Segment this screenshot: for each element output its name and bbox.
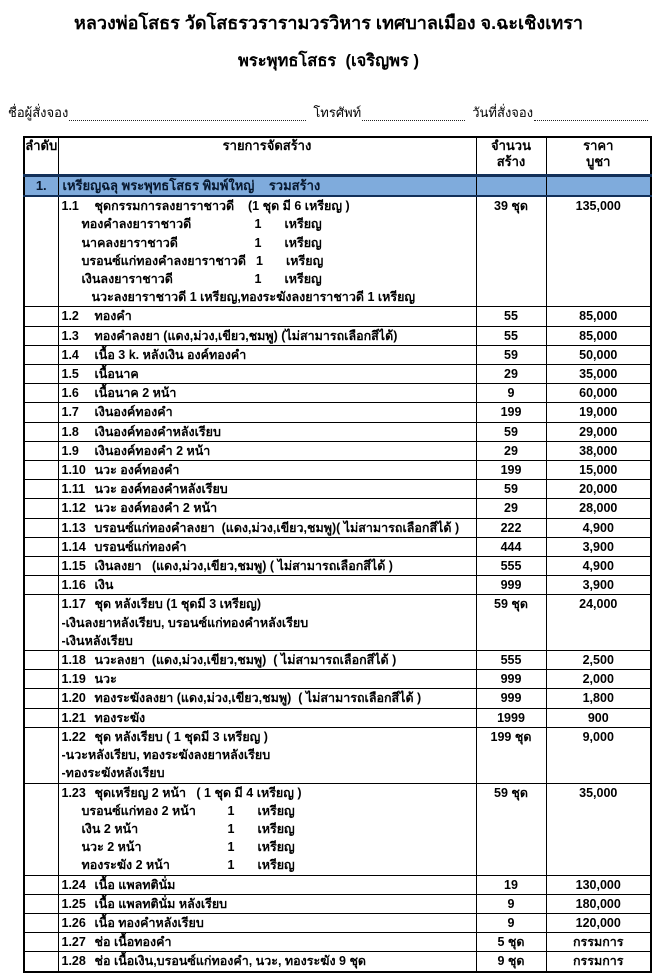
cell-price: 135,000: [546, 196, 651, 307]
row-description: บรอนซ์แก่ทองคำ: [94, 539, 187, 554]
sub-item-unit: เหรียญ: [257, 821, 295, 836]
cell-item: [58, 441, 476, 460]
cell-price: 85,000: [546, 307, 651, 326]
row-head: [59, 519, 476, 537]
sub-line: -ทองระฆังหลังเรียบ: [61, 766, 165, 781]
sub-item: [82, 802, 476, 820]
header-price: [546, 137, 651, 176]
row-head: [59, 461, 476, 479]
table-row-1.19: [24, 670, 651, 689]
cell-no: [24, 384, 58, 403]
cell-item: [58, 595, 476, 651]
cell-no: [24, 576, 58, 595]
cell-no: [24, 403, 58, 422]
cell-qty: 9: [476, 384, 546, 403]
section-title: เหรียญฉลุ พระพุทธโสธร พิมพ์ใหญ่ รวมสร้าง: [58, 176, 476, 197]
cell-qty: 199: [476, 403, 546, 422]
row-description: เนื้อ 3 k. หลังเงิน องค์ทองคำ: [94, 347, 247, 362]
row-head: [59, 952, 476, 970]
cell-price: 180,000: [546, 894, 651, 913]
row-number: 1.16: [61, 578, 86, 593]
sub-item-name: ทองระฆัง 2 หน้า: [81, 858, 170, 873]
sub-item-name: บรอนซ์แก่ทอง 2 หน้า: [81, 803, 196, 818]
row-head: [59, 876, 476, 894]
row-number: 1.28: [61, 954, 86, 969]
cell-item: [58, 952, 476, 972]
row-description: เนื้อ แพลทตินั่ม หลังเรียบ: [94, 896, 228, 911]
sub-item: [82, 215, 476, 233]
header-price-line2: บูชา: [586, 154, 611, 169]
sub-item-unit: เหรียญ: [257, 858, 295, 873]
row-number: 1.15: [61, 559, 86, 574]
header-qty-line2: สร้าง: [496, 154, 526, 169]
sub-item-name: เงิน 2 หน้า: [81, 821, 139, 836]
sub-item-qty: 1: [227, 821, 235, 836]
table-row-1.10: [24, 461, 651, 480]
cell-price: 28,000: [546, 499, 651, 518]
cell-price: 35,000: [546, 365, 651, 384]
row-number: 1.25: [61, 896, 86, 911]
cell-qty: 59: [476, 480, 546, 499]
row-number: 1.22: [61, 729, 86, 744]
sub-item-qty: 1: [256, 253, 263, 268]
sub-item-qty: 1: [227, 858, 235, 873]
cell-qty: 59: [476, 345, 546, 364]
sub-item-name: ทองคำลงยาราชาวดี: [81, 217, 192, 232]
row-number: 1.14: [61, 539, 86, 554]
cell-item: [58, 670, 476, 689]
cell-no: [24, 933, 58, 952]
sub-item: [82, 838, 476, 856]
cell-price: 60,000: [546, 384, 651, 403]
row-head: [59, 784, 476, 802]
cell-item: [58, 875, 476, 894]
row-description: เงิน: [94, 578, 114, 593]
row-description: ทองคำ: [94, 309, 132, 324]
row-description: เงินองค์ทองคำ 2 หน้า: [94, 443, 211, 458]
cell-item: [58, 307, 476, 326]
row-description: นวะ องค์ทองคำหลังเรียบ: [94, 482, 228, 497]
cell-no: [24, 670, 58, 689]
header-row: [24, 137, 651, 176]
row-head: [59, 423, 476, 441]
row-head: [59, 595, 476, 613]
table-body: [24, 196, 651, 971]
cell-price: 20,000: [546, 480, 651, 499]
cell-item: [58, 894, 476, 913]
cell-no: [24, 894, 58, 913]
header-price-line1: ราคา: [583, 138, 614, 153]
row-number: 1.7: [61, 405, 79, 420]
row-number: 1.13: [61, 520, 86, 535]
cell-qty: 1999: [476, 708, 546, 727]
cell-item: [58, 499, 476, 518]
sub-item-unit: เหรียญ: [284, 272, 322, 287]
order-form-line: [8, 105, 649, 121]
table-row-1.24: [24, 875, 651, 894]
row-description: เงินองค์ทองคำหลังเรียบ: [94, 424, 221, 439]
row-head: [59, 307, 476, 325]
section-row: [24, 176, 651, 197]
row-head: [59, 499, 476, 517]
section-number: 1.: [24, 176, 58, 197]
row-number: 1.4: [61, 347, 79, 362]
cell-price: 50,000: [546, 345, 651, 364]
table-row-1.5: [24, 365, 651, 384]
sub-item-unit: เหรียญ: [257, 803, 295, 818]
page-title: หลวงพ่อโสธร วัดโสธรวรารามวรวิหาร เทศบาลเมือง จ.ฉะเชิงเทรา: [74, 13, 583, 33]
cell-qty: 9: [476, 894, 546, 913]
row-head: [59, 197, 476, 215]
cell-no: [24, 499, 58, 518]
table-row-1.7: [24, 403, 651, 422]
header-qty: [476, 137, 546, 176]
row-description: ทองระฆังลงยา (แดง,ม่วง,เขียว,ชมพู) ( ไม่สามารถเลือกสีได้ ): [94, 691, 422, 706]
table-row-1.11: [24, 480, 651, 499]
cell-item: [58, 326, 476, 345]
cell-qty: 199 ชุด: [476, 727, 546, 783]
table-row-1.4: [24, 345, 651, 364]
cell-no: [24, 196, 58, 307]
sub-item-unit: เหรียญ: [286, 253, 324, 268]
cell-price: 1,800: [546, 689, 651, 708]
row-head: [59, 442, 476, 460]
cell-price: 120,000: [546, 913, 651, 932]
cell-qty: 29: [476, 365, 546, 384]
row-description: นวะลงยา (แดง,ม่วง,เขียว,ชมพู) ( ไม่สามารถเลือกสีได้ ): [94, 653, 397, 668]
row-head: [59, 365, 476, 383]
sub-item-qty: 1: [254, 272, 262, 287]
row-number: 1.6: [61, 386, 79, 401]
cell-price: 19,000: [546, 403, 651, 422]
table-row-1.22: [24, 727, 651, 783]
cell-no: [24, 345, 58, 364]
row-head: [59, 480, 476, 498]
sub-item-name: บรอนซ์แก่ทองคำลงยาราชาวดี: [81, 253, 247, 268]
order-date-field: [534, 107, 648, 121]
row-description: ชุดเหรียญ 2 หน้า ( 1 ชุด มี 4 เหรียญ ): [94, 785, 302, 800]
sub-item: [82, 234, 476, 252]
table-row-1.14: [24, 537, 651, 556]
row-description: เนื้อนาค: [94, 367, 139, 382]
cell-item: [58, 576, 476, 595]
cell-no: [24, 783, 58, 875]
cell-item: [58, 913, 476, 932]
header-item: รายการจัดสร้าง: [58, 137, 476, 176]
row-head: [59, 670, 476, 688]
row-head: [59, 538, 476, 556]
row-head: [59, 895, 476, 913]
table-row-1.6: [24, 384, 651, 403]
cell-item: [58, 196, 476, 307]
row-number: 1.20: [61, 691, 86, 706]
row-number: 1.27: [61, 935, 86, 950]
row-head: [59, 651, 476, 669]
row-number: 1.26: [61, 915, 86, 930]
cell-qty: 29: [476, 499, 546, 518]
header-qty-line1: จำนวน: [491, 138, 531, 153]
row-head: [59, 403, 476, 421]
cell-price: กรรมการ: [546, 933, 651, 952]
cell-item: [58, 461, 476, 480]
cell-no: [24, 480, 58, 499]
cell-no: [24, 875, 58, 894]
row-description: ทองคำลงยา (แดง,ม่วง,เขียว,ชมพู) (ไม่สามารถเลือกสีได้): [94, 328, 398, 343]
cell-no: [24, 365, 58, 384]
cell-no: [24, 727, 58, 783]
row-number: 1.8: [61, 424, 79, 439]
orderer-name-label: ชื่อผู้สั่งจอง: [8, 105, 69, 120]
row-head: [59, 384, 476, 402]
row-description: ชุดกรรมการลงยาราชาวดี (1 ชุด มี 6 เหรียญ ): [94, 199, 350, 214]
cell-price: 3,900: [546, 537, 651, 556]
cell-item: [58, 783, 476, 875]
row-number: 1.1: [61, 199, 79, 214]
table-row-1.26: [24, 913, 651, 932]
row-description: ทองระฆัง: [94, 710, 146, 725]
sub-item-qty: 1: [227, 840, 235, 855]
row-number: 1.12: [61, 501, 86, 516]
cell-price: 2,500: [546, 651, 651, 670]
row-number: 1.24: [61, 877, 86, 892]
row-description: ช่อ เนื้อเงิน,บรอนซ์แก่ทองคำ, นวะ, ทองระฆัง 9 ชุด: [94, 954, 367, 969]
table-row-1.13: [24, 518, 651, 537]
cell-no: [24, 326, 58, 345]
cell-item: [58, 933, 476, 952]
table-row-1.1: [24, 196, 651, 307]
row-number: 1.23: [61, 785, 86, 800]
cell-qty: 39 ชุด: [476, 196, 546, 307]
row-head: [59, 557, 476, 575]
section-qty-cell: [476, 176, 546, 197]
cell-qty: 59: [476, 422, 546, 441]
cell-price: 85,000: [546, 326, 651, 345]
cell-item: [58, 365, 476, 384]
sub-line: -เงินลงยาหลังเรียบ, บรอนซ์แก่ทองคำหลังเรียบ: [61, 615, 309, 630]
cell-item: [58, 480, 476, 499]
cell-item: [58, 422, 476, 441]
row-description: ชุด หลังเรียบ ( 1 ชุดมี 3 เหรียญ ): [94, 729, 268, 744]
sub-item: [82, 820, 476, 838]
cell-price: 24,000: [546, 595, 651, 651]
row-description: นวะ: [94, 672, 117, 687]
order-date-label: วันที่สั่งจอง: [472, 105, 534, 120]
sub-item-unit: เหรียญ: [284, 235, 322, 250]
cell-qty: 999: [476, 689, 546, 708]
cell-price: 2,000: [546, 670, 651, 689]
row-description: เนื้อ ทองคำหลังเรียบ: [94, 915, 204, 930]
row-number: 1.17: [61, 597, 86, 612]
table-row-1.27: [24, 933, 651, 952]
table-row-1.17: [24, 595, 651, 651]
price-table: [23, 136, 652, 973]
cell-price: 9,000: [546, 727, 651, 783]
sub-item-qty: 1: [254, 217, 262, 232]
table-row-1.8: [24, 422, 651, 441]
cell-qty: 9 ชุด: [476, 952, 546, 972]
page-subtitle: พระพุทธโสธร (เจริญพร ): [237, 52, 419, 70]
table-row-1.16: [24, 576, 651, 595]
row-number: 1.2: [61, 309, 79, 324]
row-head: [59, 576, 476, 594]
cell-no: [24, 708, 58, 727]
sub-line: นวะลงยาราชาวดี 1 เหรียญ,ทองระฆังลงยาราชาวดี 1 เหรียญ: [91, 290, 416, 305]
cell-qty: 555: [476, 651, 546, 670]
cell-no: [24, 689, 58, 708]
sub-item-unit: เหรียญ: [257, 840, 295, 855]
sub-item: [82, 252, 476, 270]
table-row-1.25: [24, 894, 651, 913]
sub-item-name: นาคลงยาราชาวดี: [81, 235, 178, 250]
row-number: 1.10: [61, 463, 86, 478]
sub-line: -เงินหลังเรียบ: [61, 633, 133, 648]
cell-item: [58, 727, 476, 783]
cell-qty: 444: [476, 537, 546, 556]
row-number: 1.3: [61, 328, 79, 343]
cell-price: 29,000: [546, 422, 651, 441]
cell-item: [58, 403, 476, 422]
sub-item-name: นวะ 2 หน้า: [81, 840, 142, 855]
row-description: เงินองค์ทองคำ: [94, 405, 173, 420]
cell-qty: 5 ชุด: [476, 933, 546, 952]
cell-no: [24, 307, 58, 326]
row-head: [59, 933, 476, 951]
cell-no: [24, 557, 58, 576]
cell-no: [24, 461, 58, 480]
cell-price: 130,000: [546, 875, 651, 894]
cell-qty: 199: [476, 461, 546, 480]
cell-no: [24, 651, 58, 670]
phone-label: โทรศัพท์: [313, 105, 362, 120]
cell-qty: 999: [476, 670, 546, 689]
row-head: [59, 689, 476, 707]
cell-price: 900: [546, 708, 651, 727]
cell-price: 3,900: [546, 576, 651, 595]
cell-qty: 19: [476, 875, 546, 894]
cell-no: [24, 422, 58, 441]
row-head: [59, 346, 476, 364]
cell-price: 4,900: [546, 518, 651, 537]
table-row-1.12: [24, 499, 651, 518]
table-row-1.18: [24, 651, 651, 670]
cell-price: 15,000: [546, 461, 651, 480]
cell-item: [58, 651, 476, 670]
table-header: [24, 137, 651, 176]
cell-no: [24, 952, 58, 972]
table-row-1.23: [24, 783, 651, 875]
cell-item: [58, 345, 476, 364]
sub-item: [82, 270, 476, 288]
table-row-1.20: [24, 689, 651, 708]
row-description: เนื้อ แพลทตินั่ม: [94, 877, 176, 892]
table-row-1.9: [24, 441, 651, 460]
cell-item: [58, 708, 476, 727]
table-row-1.3: [24, 326, 651, 345]
row-description: เนื้อนาค 2 หน้า: [94, 386, 177, 401]
row-number: 1.9: [61, 443, 79, 458]
cell-qty: 29: [476, 441, 546, 460]
row-number: 1.18: [61, 653, 86, 668]
cell-price: 35,000: [546, 783, 651, 875]
table-row-1.28: [24, 952, 651, 972]
sub-item: [82, 856, 476, 874]
row-description: เงินลงยา (แดง,ม่วง,เขียว,ชมพู) ( ไม่สามารถเลือกสีได้ ): [94, 559, 393, 574]
cell-price: กรรมการ: [546, 952, 651, 972]
cell-no: [24, 595, 58, 651]
cell-no: [24, 537, 58, 556]
section-price-cell: [546, 176, 651, 197]
cell-item: [58, 689, 476, 708]
cell-item: [58, 557, 476, 576]
row-description: ชุด หลังเรียบ (1 ชุดมี 3 เหรียญ): [94, 597, 261, 612]
cell-qty: 222: [476, 518, 546, 537]
cell-no: [24, 441, 58, 460]
table-row-1.2: [24, 307, 651, 326]
table-row-1.21: [24, 708, 651, 727]
cell-no: [24, 913, 58, 932]
row-description: ช่อ เนื้อทองคำ: [94, 935, 172, 950]
cell-qty: 9: [476, 913, 546, 932]
row-description: นวะ องค์ทองคำ: [94, 463, 180, 478]
orderer-name-field: [69, 107, 306, 121]
table-row-1.15: [24, 557, 651, 576]
cell-qty: 999: [476, 576, 546, 595]
cell-qty: 59 ชุด: [476, 783, 546, 875]
row-head: [59, 914, 476, 932]
row-description: นวะ องค์ทองคำ 2 หน้า: [94, 501, 218, 516]
cell-price: 4,900: [546, 557, 651, 576]
row-head: [59, 728, 476, 746]
cell-qty: 55: [476, 307, 546, 326]
cell-item: [58, 384, 476, 403]
cell-item: [58, 537, 476, 556]
row-number: 1.5: [61, 367, 79, 382]
row-head: [59, 709, 476, 727]
cell-no: [24, 518, 58, 537]
sub-item-name: เงินลงยาราชาวดี: [81, 272, 173, 287]
cell-price: 38,000: [546, 441, 651, 460]
row-number: 1.21: [61, 710, 86, 725]
cell-qty: 555: [476, 557, 546, 576]
sub-item-unit: เหรียญ: [284, 217, 322, 232]
cell-qty: 55: [476, 326, 546, 345]
sub-item-qty: 1: [254, 235, 262, 250]
row-number: 1.19: [61, 672, 86, 687]
phone-field: [362, 107, 465, 121]
header-no: ลำดับ: [24, 137, 58, 176]
cell-item: [58, 518, 476, 537]
cell-qty: 59 ชุด: [476, 595, 546, 651]
row-description: บรอนซ์แก่ทองคำลงยา (แดง,ม่วง,เขียว,ชมพู)( ไม่สามารถเลือกสีได้ ): [94, 520, 460, 535]
row-head: [59, 327, 476, 345]
sub-line: -นวะหลังเรียบ, ทองระฆังลงยาหลังเรียบ: [61, 748, 271, 763]
sub-item-qty: 1: [227, 803, 235, 818]
row-number: 1.11: [61, 482, 86, 497]
